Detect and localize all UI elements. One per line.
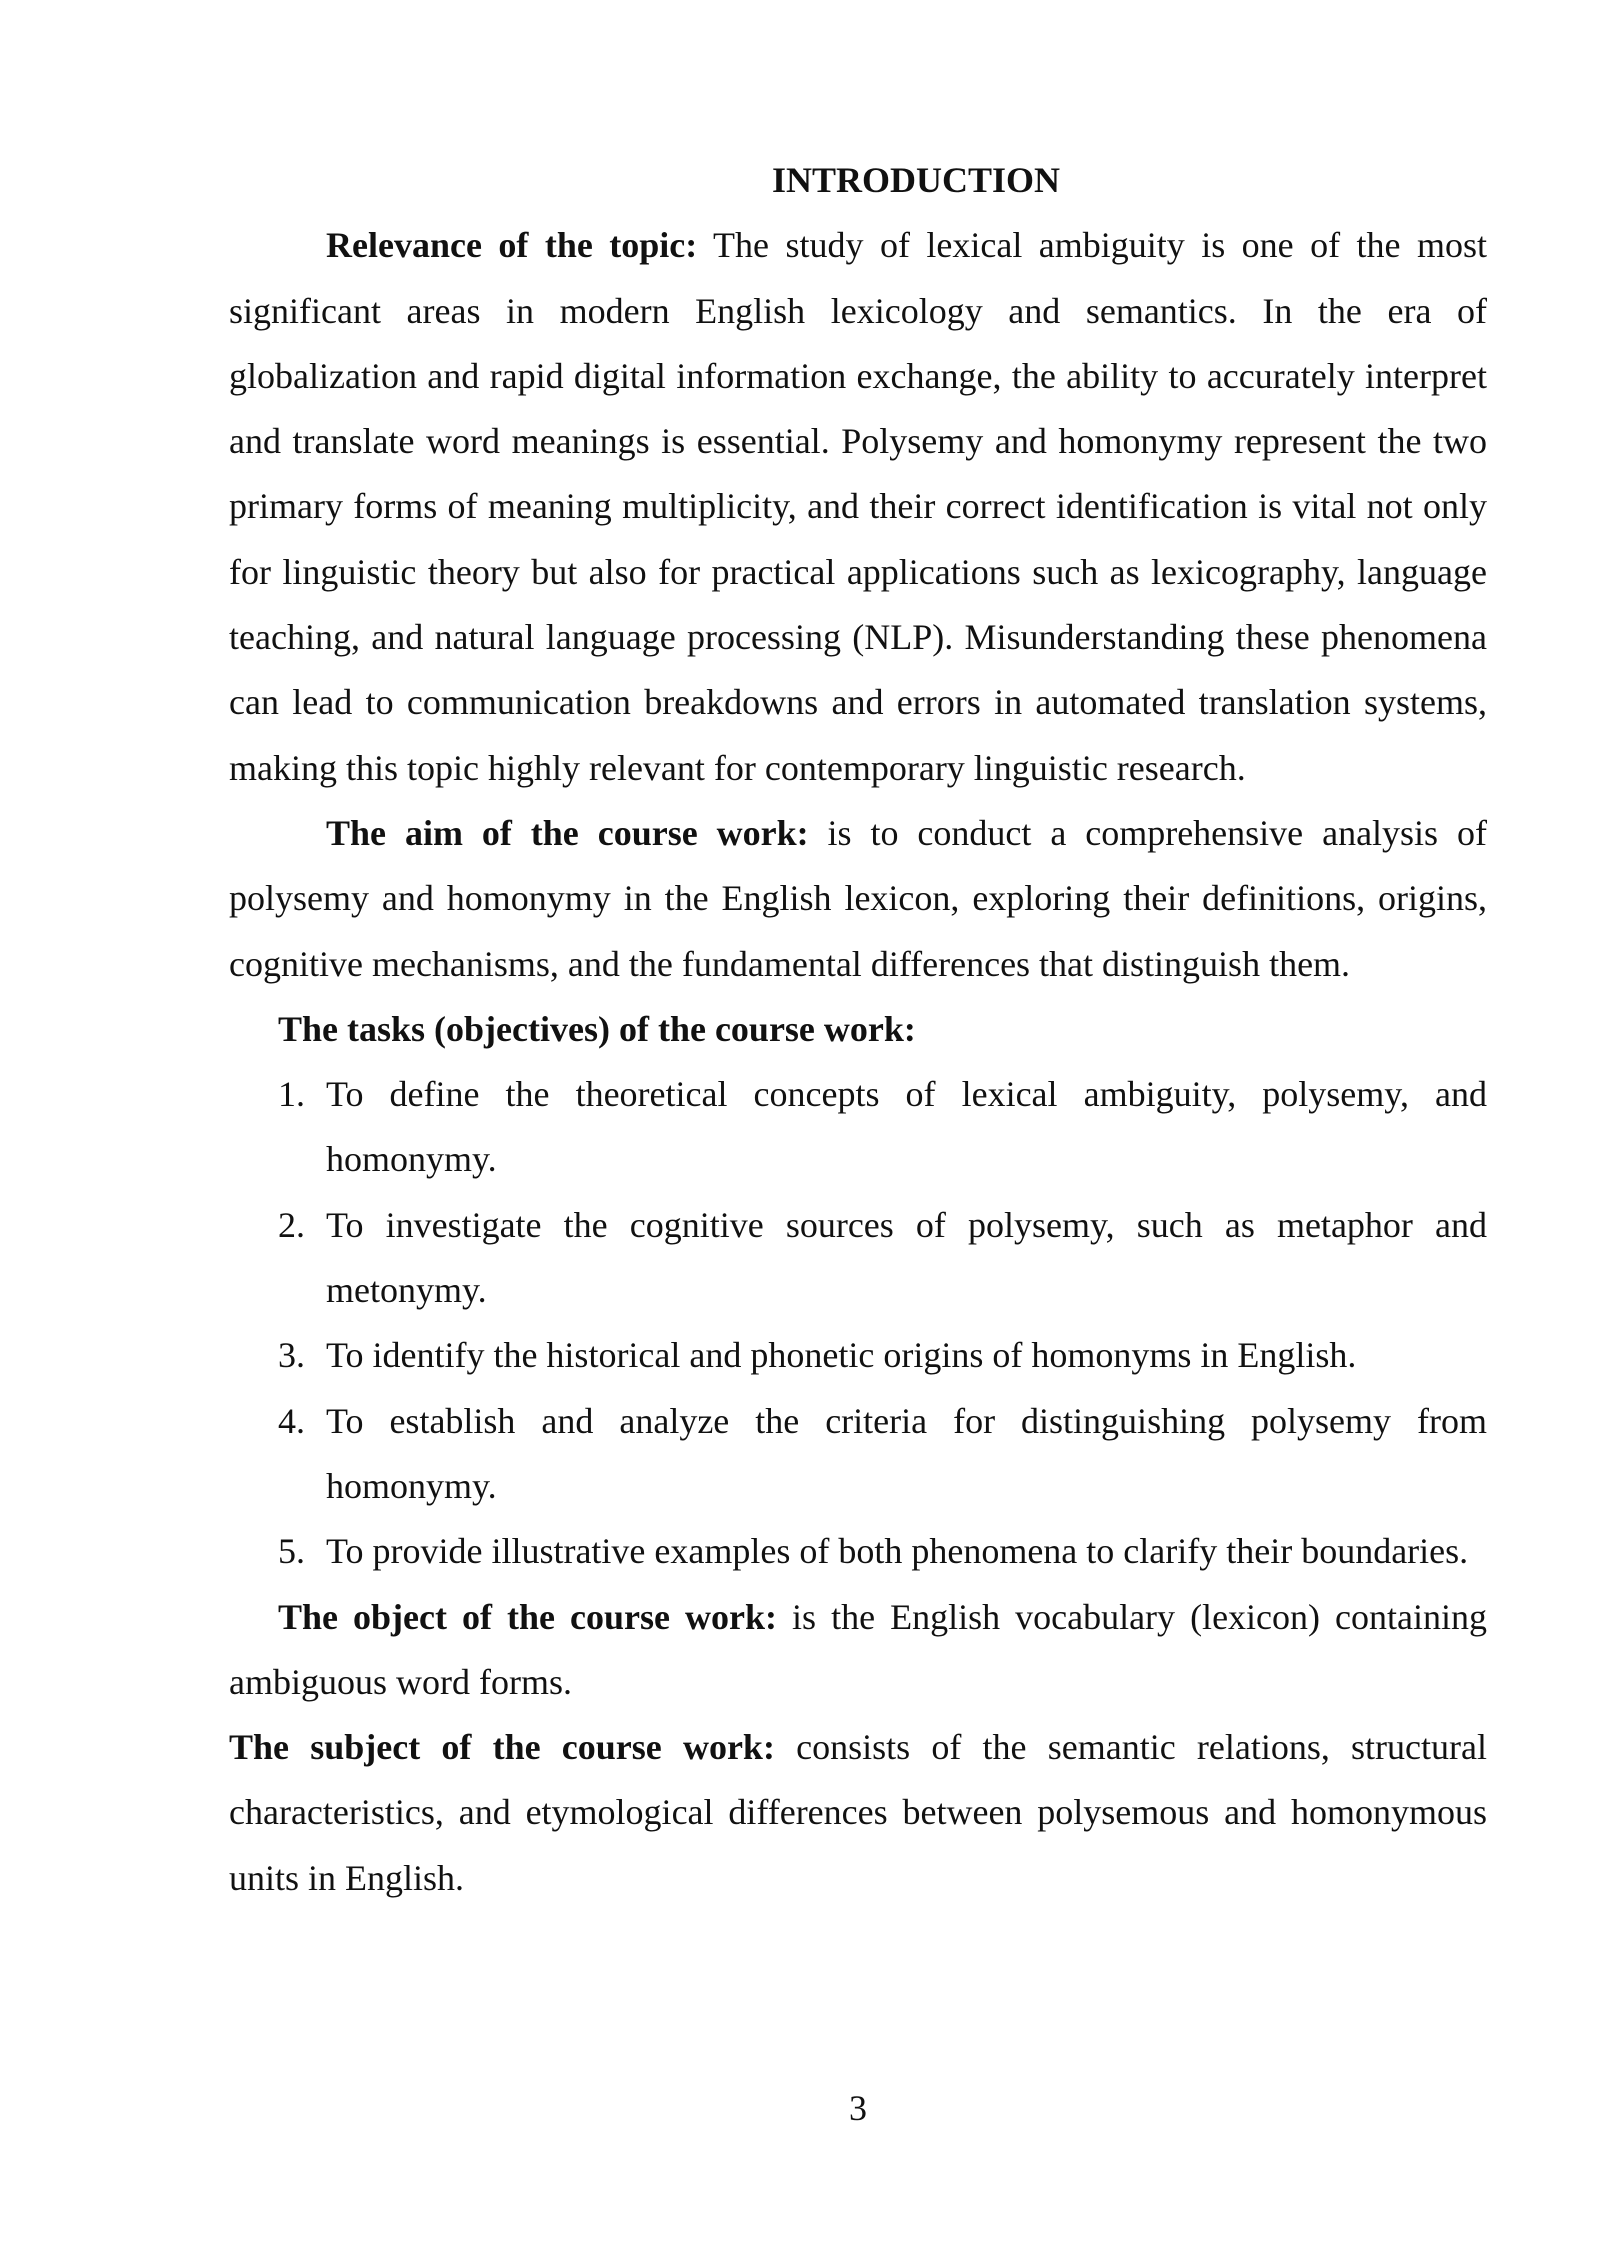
list-item-text: To provide illustrative examples of both phenomena to clarify their boundaries. (326, 1531, 1469, 1572)
object-paragraph (229, 1585, 1487, 1716)
relevance-paragraph (229, 213, 1487, 801)
list-item-number: 2. (278, 1204, 305, 1245)
list-item-text: To investigate the cognitive sources of polysemy, such as metaphor and metonymy. (326, 1204, 1487, 1311)
tasks-list (229, 1062, 1487, 1584)
subject-paragraph (229, 1715, 1487, 1911)
page-number: 3 (849, 2088, 867, 2128)
aim-text: is to conduct a comprehensive analysis of polysemy and homonymy in the English lexicon, exploring their definitions, origins, cognitive mechanisms, and the fundamental differences that distinguish them. (229, 812, 1487, 984)
object-label: The object of the course work: (278, 1596, 778, 1637)
list-item (229, 1062, 1487, 1193)
subject-text: consists of the semantic relations, structural characteristics, and etymological differences between polysemous and homonymous units in English. (229, 1727, 1487, 1898)
list-item-number: 4. (278, 1400, 305, 1441)
list-item-number: 5. (278, 1531, 305, 1572)
relevance-label: Relevance of the topic: (326, 225, 698, 266)
list-item (229, 1389, 1487, 1520)
section-heading: INTRODUCTION (771, 160, 1061, 200)
page-content (229, 148, 1487, 1911)
list-item-text: To identify the historical and phonetic origins of homonyms in English. (326, 1335, 1357, 1376)
subject-label: The subject of the course work: (229, 1727, 775, 1768)
list-item-number: 3. (278, 1335, 305, 1376)
relevance-text: The study of lexical ambiguity is one of the most significant areas in modern English lexicology and semantics. In the era of globalization and rapid digital information exchange, the ability to accurately interpret and translate word meanings is essential. Polysemy and homonymy represent the two primary forms of meaning multiplicity, and their correct identification is vital not only for linguistic theory but also for practical applications such as lexicography, language teaching, and natural language processing (NLP). Misunderstanding these phenomena can lead to communication breakdowns and errors in automated translation systems, making this topic highly relevant for contemporary linguistic research. (229, 225, 1487, 788)
list-item-text: To establish and analyze the criteria for distinguishing polysemy from homonymy. (326, 1400, 1487, 1506)
list-item (229, 1519, 1487, 1584)
aim-label: The aim of the course work: (326, 812, 809, 853)
list-item (229, 1323, 1487, 1388)
object-text: is the English vocabulary (lexicon) containing ambiguous word forms. (229, 1596, 1487, 1702)
list-item (229, 1193, 1487, 1324)
list-item-text: To define the theoretical concepts of lexical ambiguity, polysemy, and homonymy. (326, 1074, 1487, 1180)
list-item-number: 1. (278, 1074, 305, 1115)
aim-paragraph (229, 801, 1487, 997)
tasks-heading: The tasks (objectives) of the course work: (278, 1008, 916, 1049)
